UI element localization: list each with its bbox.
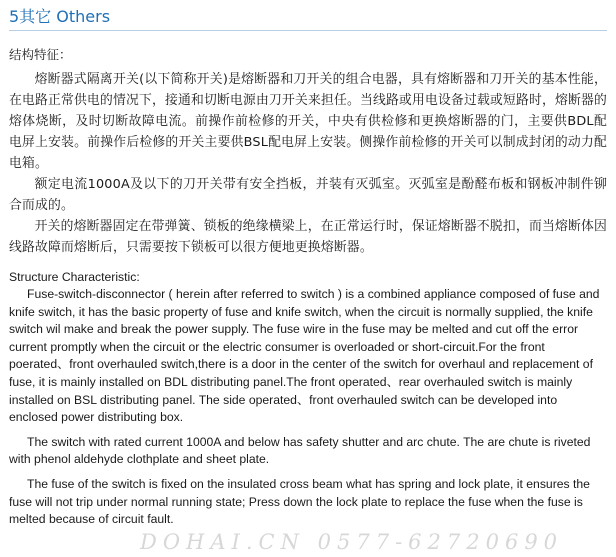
chinese-paragraph-2: 额定电流1000A及以下的刀开关带有安全挡板，并装有灭弧室。灭弧室是酚醛布板和钢板冲制件铆合而成的。 (9, 177, 607, 213)
english-structure-label: Structure Characteristic: (9, 270, 140, 284)
chinese-structure-label: 结构特征： (9, 47, 72, 62)
title-divider (9, 30, 607, 31)
chinese-paragraph-1: 熔断器式隔离开关(以下简称开关)是熔断器和刀开关的组合电器，具有熔断器和刀开关的基本性能，在电路正常供电的情况下，接通和切断电源由刀开关来担任。当线路或用电设备过载或短路时，熔断器的熔体烧断，及时切断故障电流。前操作前检修的开关，中央有供检修和更换熔断器的门，主要供BDL配电屏上安装。前操作后检修的开关主要供BSL配电屏上安装。侧操作前检修的开关可以制成封闭的动力配电箱。 (9, 72, 607, 171)
english-paragraph-1: Fuse-switch-disconnector ( herein after referred to switch ) is a combined appliance composed of fuse and knife switch, it has the basic property of fuse and knife switch, when the circuit is normally supplied, the knife switch wil make and break the power supply. The fuse wire in the fuse may be melted and cut off the error current promptly when the circuit or the electric consumer is overloaded or short-circuit.For the front poerated、front overhauled switch,there is a door in the center of the switch for overhaul and replacement of fuse, it is mainly installed on BDL distributing panel.The front operated、rear overhauled switch is mainly installed on BSL distributing panel. The side operated、front overhauled switch can be developed into enclosed power distributing box. (9, 287, 600, 425)
chinese-description (9, 69, 607, 258)
watermark (140, 530, 563, 554)
watermark-text: DOHAI.CN 0577-62720690 (140, 530, 564, 554)
section-title: 5其它 Others (9, 7, 111, 26)
english-description (9, 286, 607, 529)
chinese-paragraph-3: 开关的熔断器固定在带弹簧、锁板的绝缘横梁上，在正常运行时，保证熔断器不脱扣，而当熔断体因线路故障而熔断后，只需要按下锁板可以很方便地更换熔断器。 (9, 219, 607, 255)
english-paragraph-3: The fuse of the switch is fixed on the insulated cross beam what has spring and lock plate, it ensures the fuse will not trip under normal running state; Press down the lock plate to replace the fuse when the fuse is melted because of circuit fault. (9, 476, 590, 527)
english-paragraph-2: The switch with rated current 1000A and below has safety shutter and arc chute. The are chute is riveted with phenol aldehyde clothplate and sheet plate. (9, 434, 591, 467)
